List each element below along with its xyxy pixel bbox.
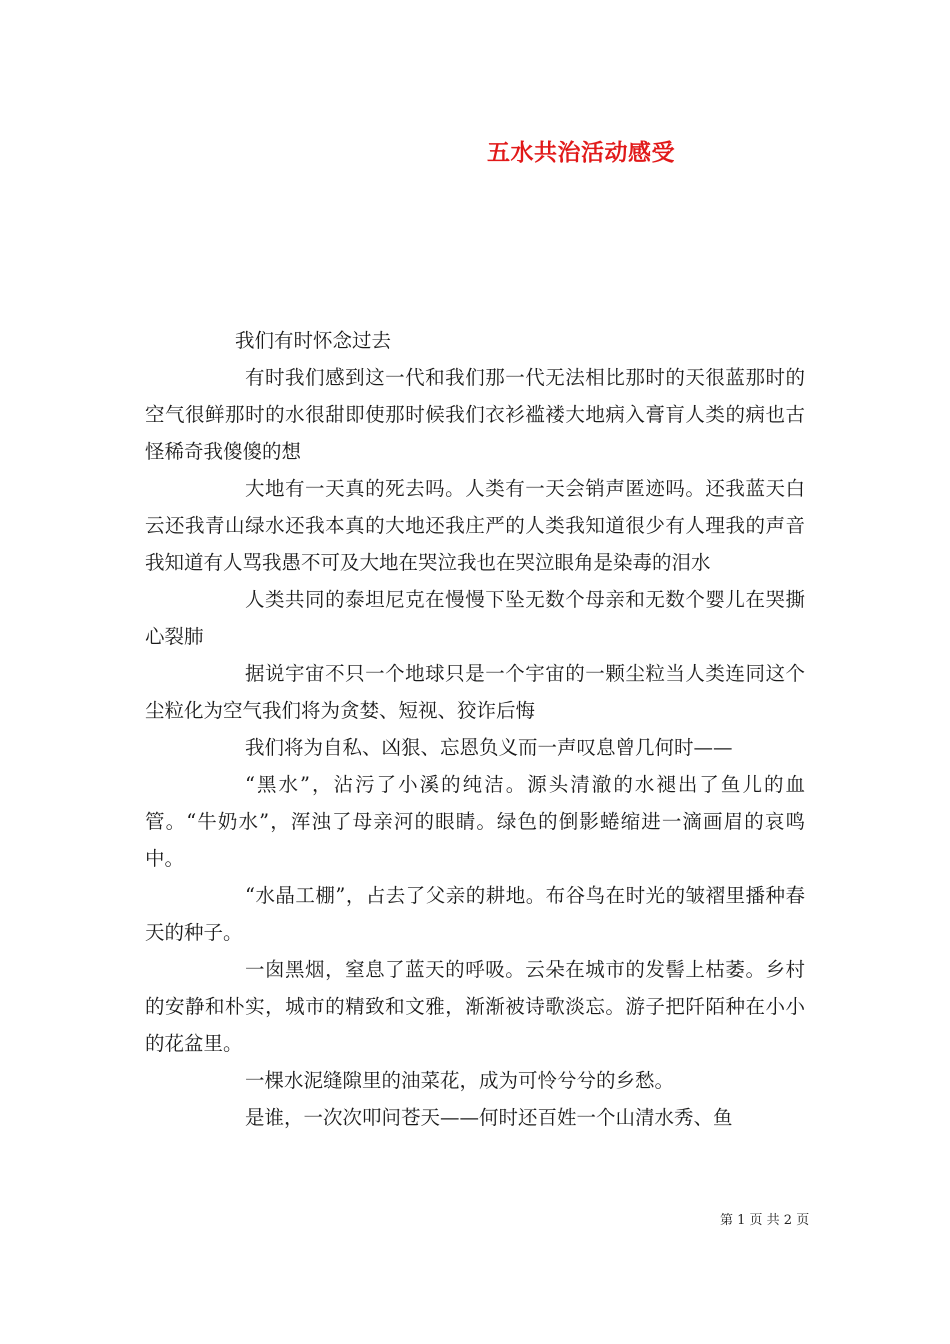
- document-title: 五水共治活动感受: [487, 139, 675, 166]
- paragraph: 是谁，一次次叩问苍天——何时还百姓一个山清水秀、鱼: [245, 1106, 733, 1129]
- paragraph: 我们有时怀念过去: [235, 329, 392, 352]
- paragraph: “水晶工棚”，占去了父亲的耕地。布谷鸟在时光的皱褶里播种春天的种子。: [145, 884, 805, 944]
- paragraph: 一棵水泥缝隙里的油菜花，成为可怜兮兮的乡愁。: [245, 1069, 675, 1092]
- page-number-footer: 第 1 页 共 2 页: [720, 1213, 810, 1228]
- paragraph: 有时我们感到这一代和我们那一代无法相比那时的天很蓝那时的空气很鲜那时的水很甜即使那时候我们衣衫褴褛大地病入膏肓人类的病也古怪稀奇我傻傻的想: [145, 366, 805, 463]
- paragraph: 据说宇宙不只一个地球只是一个宇宙的一颗尘粒当人类连同这个尘粒化为空气我们将为贪婪、短视、狡诈后悔: [145, 662, 805, 722]
- paragraph: 人类共同的泰坦尼克在慢慢下坠无数个母亲和无数个婴儿在哭撕心裂肺: [145, 588, 805, 648]
- paragraph: 我们将为自私、凶狠、忘恩负义而一声叹息曾几何时——: [245, 736, 733, 759]
- document-body: [145, 322, 805, 1136]
- paragraph: 大地有一天真的死去吗。人类有一天会销声匿迹吗。还我蓝天白云还我青山绿水还我本真的大地还我庄严的人类我知道很少有人理我的声音我知道有人骂我愚不可及大地在哭泣我也在哭泣眼角是染毒的泪水: [145, 477, 805, 574]
- paragraph: “黑水”，沾污了小溪的纯洁。源头清澈的水褪出了鱼儿的血管。“牛奶水”，浑浊了母亲河的眼睛。绿色的倒影蜷缩进一滴画眉的哀鸣中。: [145, 773, 805, 870]
- paragraph: 一囱黑烟，窒息了蓝天的呼吸。云朵在城市的发髻上枯萎。乡村的安静和朴实，城市的精致和文雅，渐渐被诗歌淡忘。游子把阡陌种在小小的花盆里。: [145, 958, 805, 1055]
